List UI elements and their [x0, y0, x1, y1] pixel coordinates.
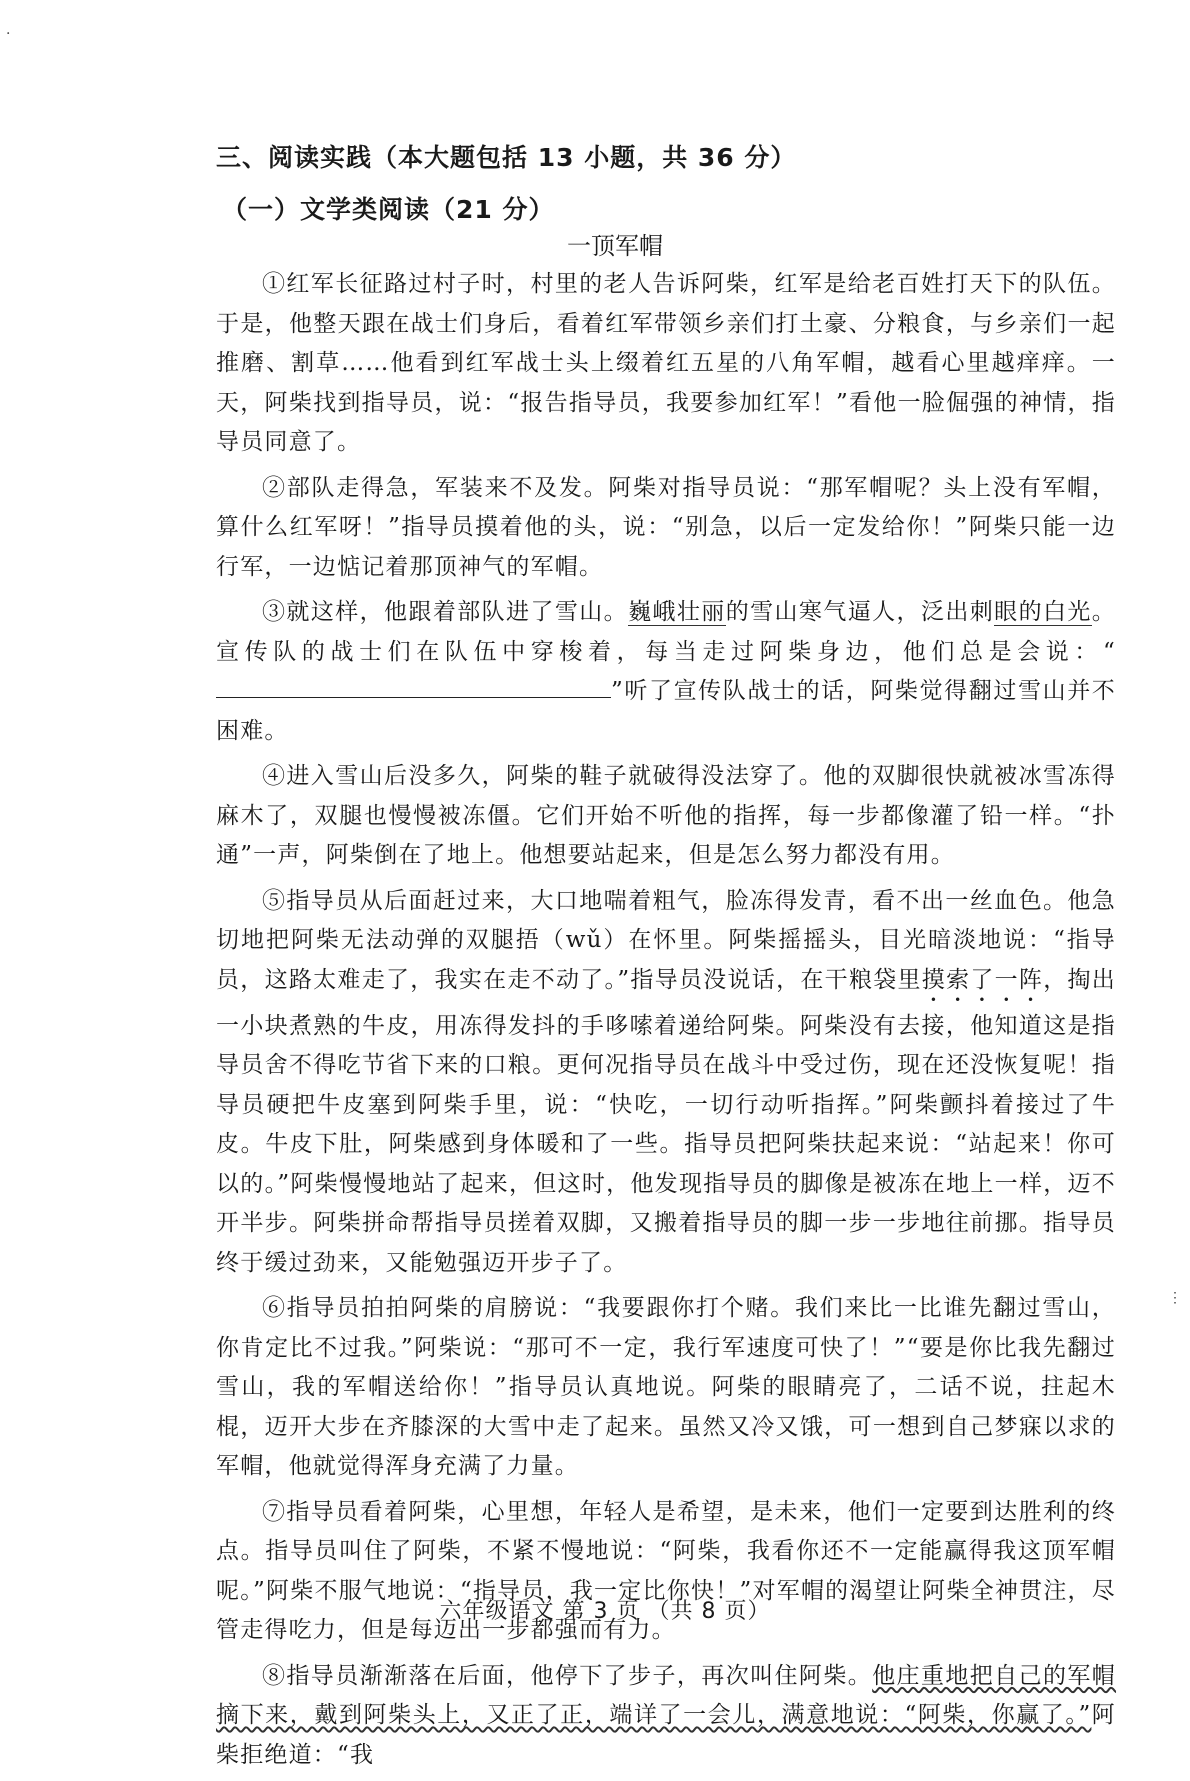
paragraph-8 — [216, 1657, 1116, 1776]
paragraph-2: ②部队走得急，军装来不及发。阿柴对指导员说：“那军帽呢？头上没有军帽，算什么红军呀！”指导员摸着他的头，说：“别急，以后一定发给你！”阿柴只能一边行军，一边惦记着那顶神气的军帽。 — [216, 474, 1116, 580]
paragraph-4: ④进入雪山后没多久，阿柴的鞋子就破得没法穿了。他的双脚很快就被冰雪冻得麻木了，双腿也慢慢被冻僵。它们开始不听他的指挥，每一步都像灌了铅一样。“扑通”一声，阿柴倒在了地上。他想要站起来，但是怎么努力都没有用。 — [216, 763, 1116, 868]
page-footer: 六年级语文 第 3 页 （共 8 页） — [439, 1599, 771, 1624]
underlined-phrase-2: 眼的白光 — [994, 599, 1092, 625]
article-title: 一顶军帽 — [567, 232, 663, 260]
article-body — [216, 265, 1116, 1781]
emphasis-dotted-phrase: 摸索了一阵 — [921, 966, 1044, 993]
paragraph-3 — [216, 593, 1116, 751]
scan-speck: ⋮ — [1168, 1290, 1182, 1306]
paragraph-5 — [216, 882, 1116, 1284]
fill-blank-line[interactable] — [216, 673, 451, 698]
paragraph-3-text-c: 。宣传队的战士们在队伍中穿梭着，每当走过阿柴身边，他们总是会说：“ — [216, 599, 1116, 665]
paragraph-7: ⑦指导员看着阿柴，心里想，年轻人是希望，是未来，他们一定要到达胜利的终点。指导员叫住了阿柴，不紧不慢地说：“阿柴，我看你还不一定能赢得我这顶军帽呢。”阿柴不服气地说：“指导员，我一定比你快！”对军帽的渴望让阿柴全神贯注，尽管走得吃力，但是每迈出一步都强而有力。 — [216, 1498, 1116, 1643]
paragraph-3-text-d: ”听了宣传队战士的话，阿柴觉得翻过雪山并不困难。 — [216, 678, 1116, 744]
section-title: 三、阅读实践（本大题包括 13 小题，共 36 分） — [216, 143, 797, 172]
wavy-underlined-sentence: 他庄重地把自己的军帽摘下来，戴到阿柴头上，又正了正，端详了一会儿，满意地说：“阿柴，你赢了。” — [216, 1662, 1117, 1728]
scan-speck: · — [6, 26, 11, 42]
underlined-phrase-1: 巍峨壮丽 — [628, 599, 726, 625]
paragraph-3-text-a: ③就这样，他跟着部队进了雪山。 — [262, 599, 629, 625]
paragraph-6: ⑥指导员拍拍阿柴的肩膀说：“我要跟你打个赌。我们来比一比谁先翻过雪山，你肯定比不过我。”阿柴说：“那可不一定，我行军速度可快了！”“要是你比我先翻过雪山，我的军帽送给你！”指导员认真地说。阿柴的眼睛亮了，二话不说，拄起木棍，迈开大步在齐膝深的大雪中走了起来。虽然又冷又饿，可一想到自己梦寐以求的军帽，他就觉得浑身充满了力量。 — [216, 1295, 1116, 1479]
subsection-title: （一）文学类阅读（21 分） — [222, 195, 555, 224]
paragraph-3-text-b: 的雪山寒气逼人，泛出刺 — [725, 599, 995, 625]
paragraph-8-text-b: 阿柴拒绝道：“我 — [216, 1702, 1116, 1768]
paragraph-8-text-a: ⑧指导员渐渐落在后面，他停下了步子，再次叫住阿柴。 — [262, 1662, 873, 1689]
paragraph-5-text-b: ，掏出一小块煮熟的牛皮，用冻得发抖的手哆嗦着递给阿柴。阿柴没有去接，他知道这是指导员舍不得吃节省下来的口粮。更何况指导员在战斗中受过伤，现在还没恢复呢！指导员硬把牛皮塞到阿柴手里，说：“快吃，一切行动听指挥。”阿柴颤抖着接过了牛皮。牛皮下肚，阿柴感到身体暖和了一些。指导员把阿柴扶起来说：“站起来！你可以的。”阿柴慢慢地站了起来，但这时，他发现指导员的脚像是被冻在地上一样，迈不开半步。阿柴拼命帮指导员搓着双脚，又搬着指导员的脚一步一步地往前挪。指导员终于缓过劲来，又能勉强迈开步子了。 — [216, 966, 1117, 1276]
fill-blank-line-continued[interactable] — [451, 673, 611, 698]
paragraph-1: ①红军长征路过村子时，村里的老人告诉阿柴，红军是给老百姓打天下的队伍。于是，他整天跟在战士们身后，看着红军带领乡亲们打土豪、分粮食，与乡亲们一起推磨、割草……他看到红军战士头上缀着红五星的八角军帽，越看心里越痒痒。一天，阿柴找到指导员，说：“报告指导员，我要参加红军！”看他一脸倔强的神情，指导员同意了。 — [216, 271, 1116, 455]
paragraph-5-text-a: ⑤指导员从后面赶过来，大口地喘着粗气，脸冻得发青，看不出一丝血色。他急切地把阿柴无法动弹的双腿捂（wǔ）在怀里。阿柴摇摇头，目光暗淡地说：“指导员，这路太难走了，我实在走不动了。”指导员没说话，在干粮袋里 — [216, 887, 1116, 993]
